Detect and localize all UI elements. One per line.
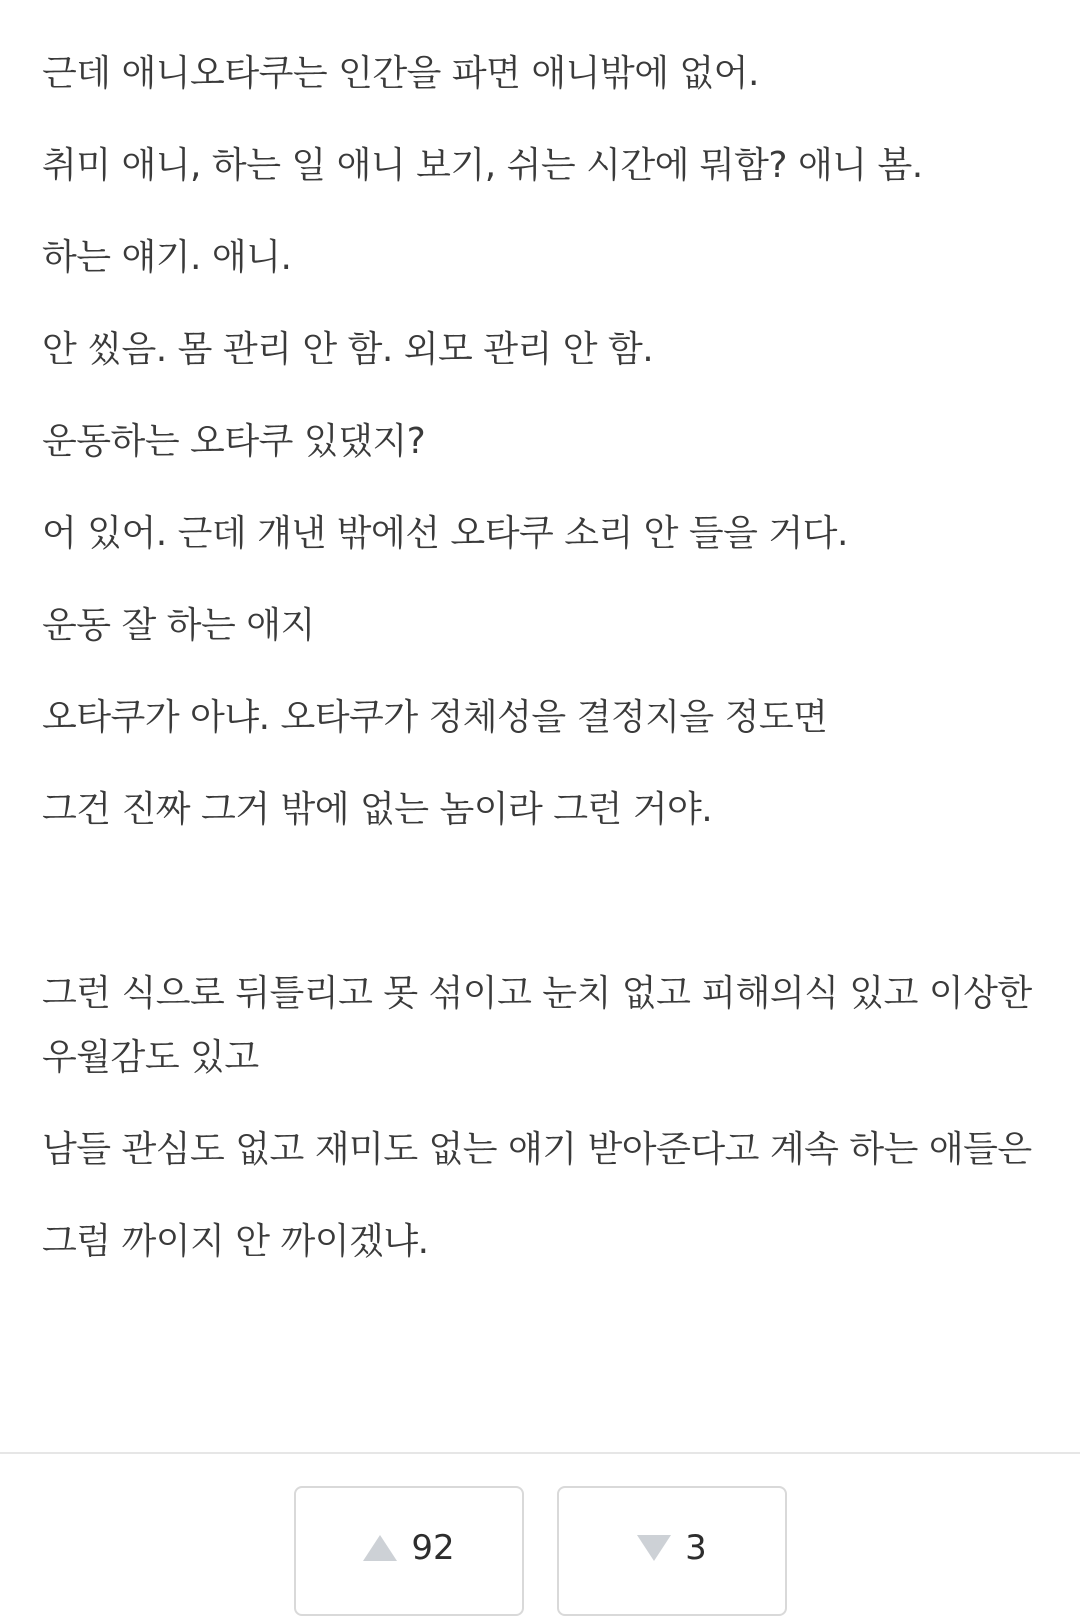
post-body: [42, 42, 1042, 1302]
downvote-count: 3: [685, 1528, 707, 1568]
post-line: 그런 식으로 뒤틀리고 못 섞이고 눈치 없고 피해의식 있고 이상한 우월감도 있고: [42, 973, 1032, 1078]
post-line: 그럼 까이지 안 까이겠냐.: [42, 1221, 429, 1262]
post-line: 오타쿠가 아냐. 오타쿠가 정체성을 결정지을 정도면: [42, 697, 828, 738]
downvote-button[interactable]: [557, 1486, 787, 1616]
vote-divider: [0, 1452, 1080, 1454]
post-line: 어 있어. 근데 걔낸 밖에선 오타쿠 소리 안 들을 거다.: [42, 513, 848, 554]
post-line: 하는 얘기. 애니.: [42, 237, 292, 278]
blank-line-spacer: [42, 870, 1042, 934]
post-line: 근데 애니오타쿠는 인간을 파면 애니밖에 없어.: [42, 53, 759, 94]
upvote-button[interactable]: [294, 1486, 524, 1616]
post-line: 운동 잘 하는 애지: [42, 605, 315, 646]
upvote-count: 92: [411, 1528, 455, 1568]
triangle-up-icon: [363, 1535, 397, 1561]
post-line: 운동하는 오타쿠 있댔지?: [42, 421, 426, 462]
post-line: 취미 애니, 하는 일 애니 보기, 쉬는 시간에 뭐함? 애니 봄.: [42, 145, 923, 186]
post-line: 안 씼음. 몸 관리 안 함. 외모 관리 안 함.: [42, 329, 654, 370]
post-line: 남들 관심도 없고 재미도 없는 얘기 받아준다고 계속 하는 애들은: [42, 1129, 1032, 1170]
triangle-down-icon: [637, 1535, 671, 1561]
post-line: 그건 진짜 그거 밖에 없는 놈이라 그런 거야.: [42, 789, 713, 830]
vote-bar: [294, 1486, 787, 1616]
